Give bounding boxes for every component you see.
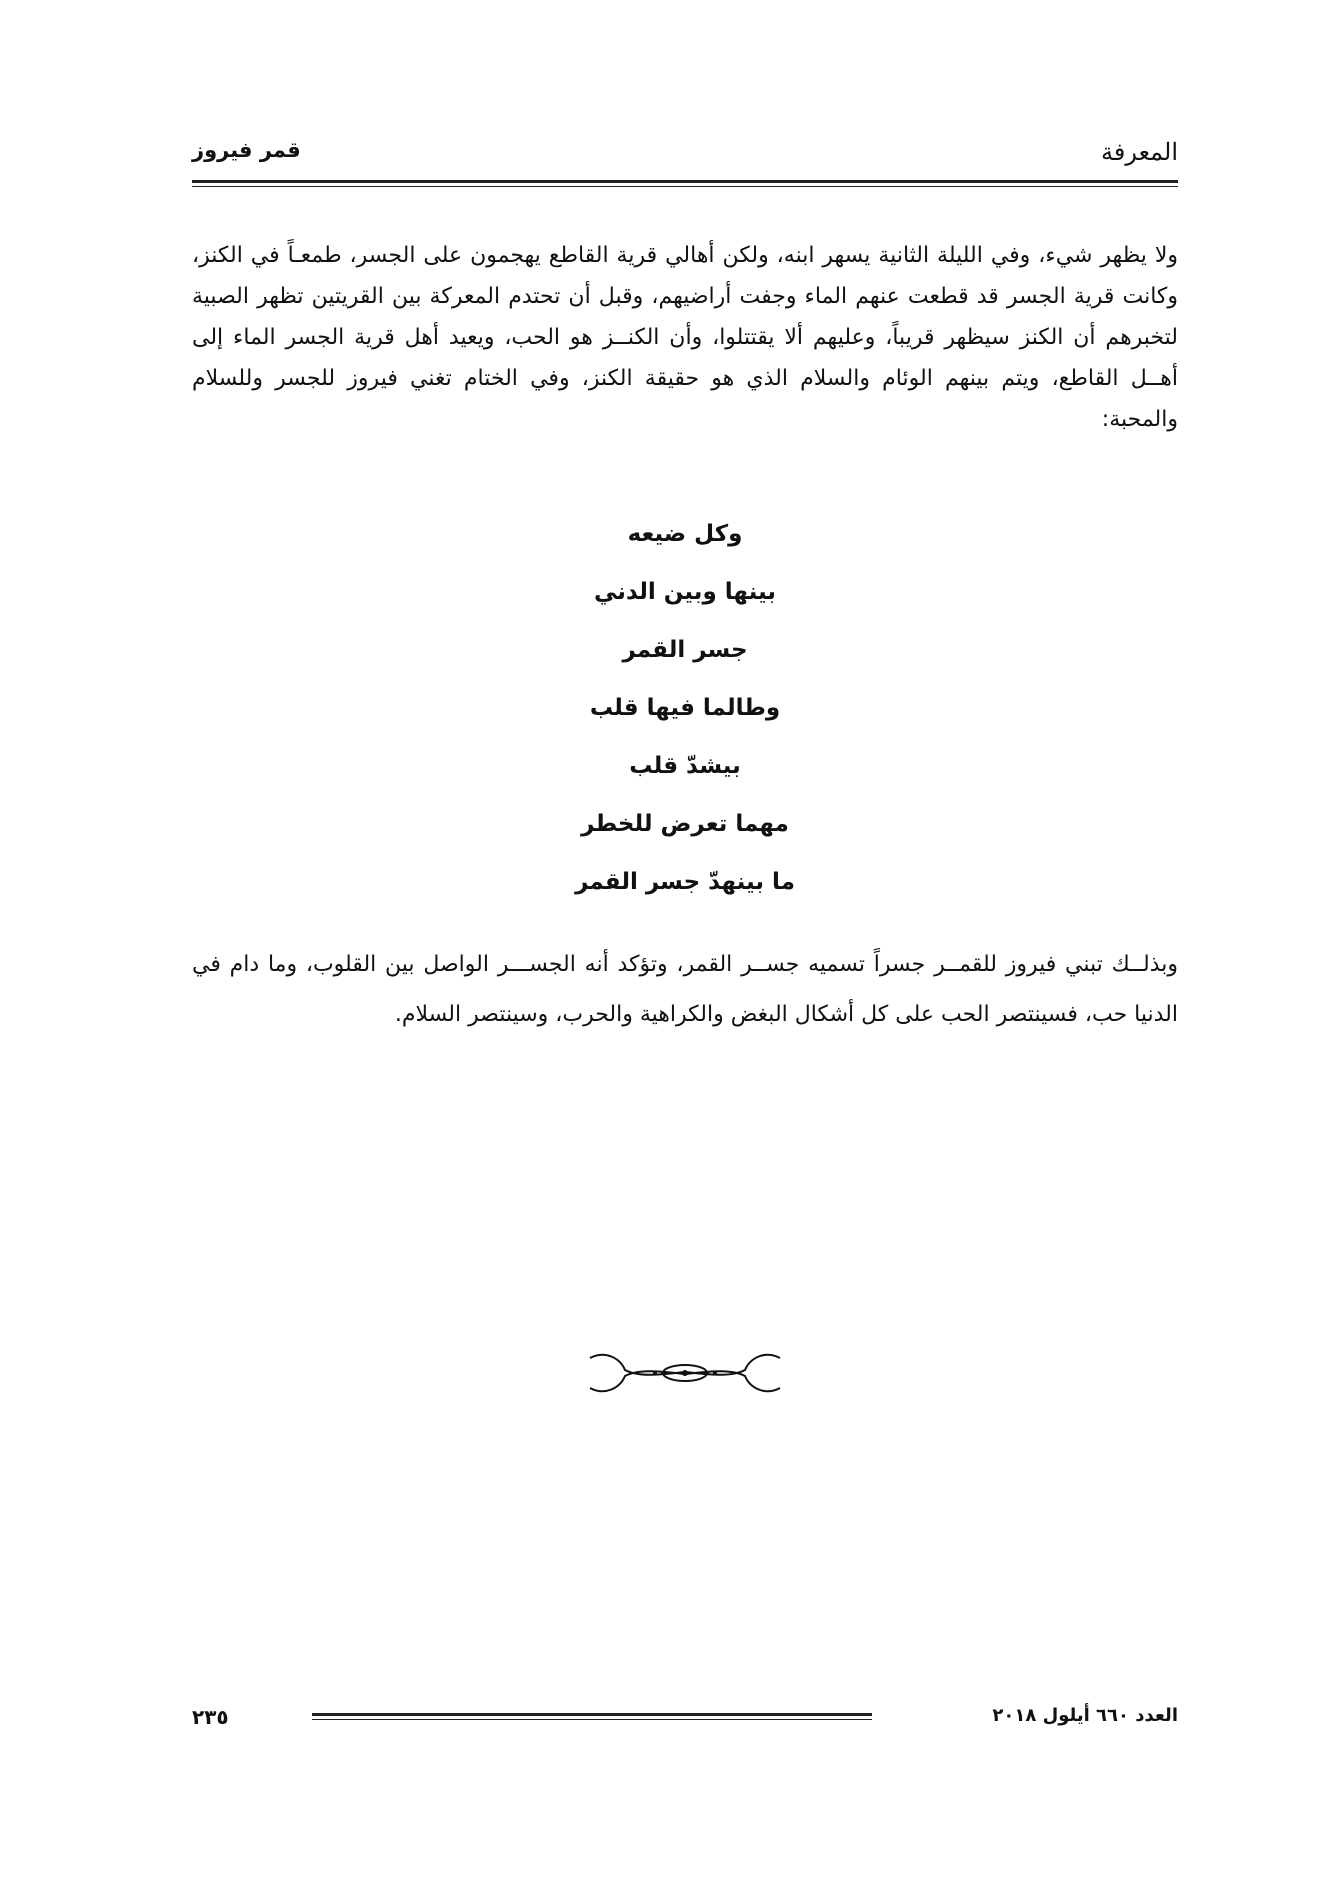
issue-info: العدد ٦٦٠ أيلول ٢٠١٨: [992, 1705, 1178, 1726]
paragraph-1: ولا يظهر شيء، وفي الليلة الثانية يسهر ابنه، ولكن أهالي قرية القاطع يهجمون على الجسر، طمعـاً في الكنز، وكانت قرية الجسر قد قطعت عنهم الماء وجفت أراضيهم، وقبل أن تحتدم المعركة بين القريتين تظهر الصبية لتخبرهم أن الكنز سيظهر قريباً، وعليهم ألا يقتتلوا، وأن الكنــز هو الحب، ويعيد أهل قرية الجسر الماء إلى أهــل القاطع، ويتم بينهم الوئام والسلام الذي هو حقيقة الكنز، وفي الختام تغني فيروز للجسر وللسلام والمحبة:: [192, 243, 1178, 432]
poem-line: بيشدّ قلب: [629, 753, 741, 779]
page-header: [192, 138, 1178, 168]
magazine-logo: المعرفة: [1100, 138, 1178, 166]
header-rule: [192, 180, 1178, 187]
page-number: ٢٣٥: [192, 1705, 229, 1729]
footer-rule: [312, 1713, 872, 1720]
poem-line: مهما تعرض للخطر: [581, 811, 789, 837]
running-title: قمر فيروز: [192, 138, 301, 162]
poem-line: جسر القمر: [622, 637, 748, 663]
paragraph-2: وبذلــك تبني فيروز للقمــر جسراً تسميه جســر القمر، وتؤكد أنه الجســـر الواصل بين القلوب، وما دام في الدنيا حب، فسينتصر الحب على كل أشكال البغض والكراهية والحرب، وسينتصر السلام.: [192, 952, 1178, 1027]
poem-line: ما بينهدّ جسر القمر: [575, 869, 795, 895]
page-footer: [192, 1705, 1178, 1735]
poem: [192, 505, 1178, 911]
poem-line: وكل ضيعه: [627, 521, 743, 547]
poem-line: بينها وبين الدني: [594, 579, 776, 605]
poem-line: وطالما فيها قلب: [589, 695, 781, 721]
decorative-divider-icon: [585, 1348, 785, 1398]
